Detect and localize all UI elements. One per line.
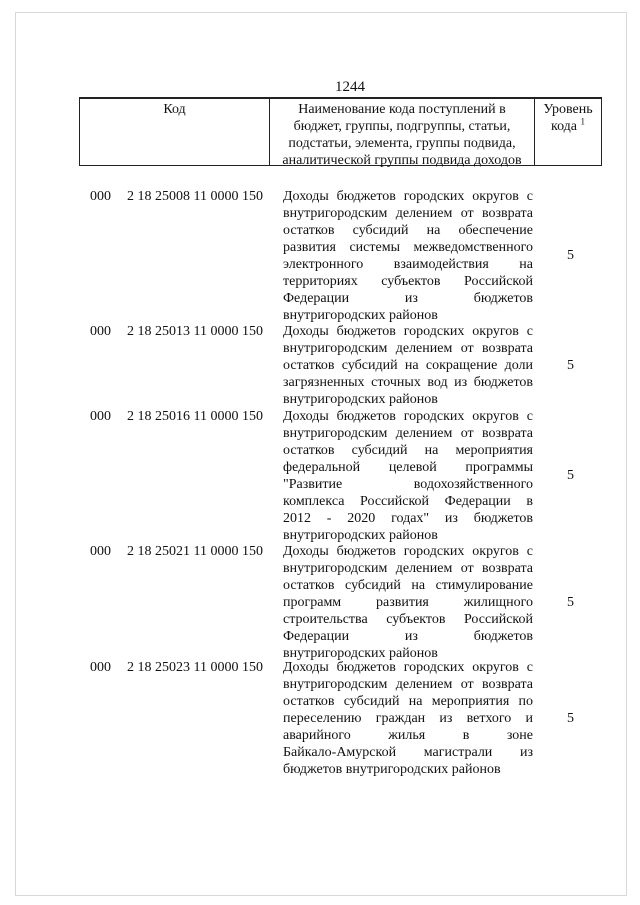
entry-description-line: внутригородских районов bbox=[283, 308, 438, 323]
header-name-label bbox=[270, 101, 534, 169]
entry-description-line: остатков субсидий на сокращение доли bbox=[283, 358, 533, 373]
entry-description-line: федеральной целевой программы bbox=[283, 460, 533, 475]
header-name-line: подстатьи, элемента, группы подвида, bbox=[288, 136, 516, 151]
entry-code: 2 18 25008 11 0000 150 bbox=[127, 189, 263, 204]
entry-description-line: внутригородских районов bbox=[283, 528, 438, 543]
entry-description-line: Доходы бюджетов городских округов с bbox=[283, 324, 533, 339]
header-name-line: аналитической группы подвида доходов bbox=[282, 153, 522, 168]
entry-admin-code: 000 bbox=[90, 189, 111, 204]
entry-description-line: остатков субсидий на обеспечение bbox=[283, 223, 533, 238]
header-level-line2: кода bbox=[550, 119, 578, 134]
entry-description-line: остатков субсидий на мероприятия bbox=[283, 443, 533, 458]
entry-description-line: строительства субъектов Российской bbox=[283, 612, 533, 627]
entry-description bbox=[283, 659, 533, 778]
entry-description-line: "Развитие водохозяйственного bbox=[283, 477, 533, 492]
entry-description-line: Федерации из бюджетов bbox=[283, 291, 533, 306]
header-cell-name bbox=[270, 99, 535, 168]
entry-description-line: внутригородским делением от возврата bbox=[283, 206, 533, 221]
header-level-label bbox=[535, 101, 601, 135]
header-name-line: бюджет, группы, подгруппы, статьи, bbox=[293, 119, 511, 134]
entry-level: 5 bbox=[567, 711, 574, 726]
entry-description-line: Доходы бюджетов городских округов с bbox=[283, 544, 533, 559]
entry-level: 5 bbox=[567, 595, 574, 610]
entry-code: 2 18 25021 11 0000 150 bbox=[127, 544, 263, 559]
entry-description-line: Доходы бюджетов городских округов с bbox=[283, 189, 533, 204]
entry-admin-code: 000 bbox=[90, 544, 111, 559]
entry-description-line: остатков субсидий на стимулирование bbox=[283, 578, 533, 593]
entry-description bbox=[283, 408, 533, 544]
entry-description-line: загрязненных сточных вод из бюджетов bbox=[283, 375, 533, 390]
entry-description-line: внутригородским делением от возврата bbox=[283, 341, 533, 356]
entry-level: 5 bbox=[567, 468, 574, 483]
entry-description-line: внутригородским делением от возврата bbox=[283, 561, 533, 576]
entry-description bbox=[283, 188, 533, 324]
entry-code: 2 18 25023 11 0000 150 bbox=[127, 660, 263, 675]
header-cell-code bbox=[80, 99, 270, 165]
entry-description-line: Доходы бюджетов городских округов с bbox=[283, 660, 533, 675]
entry-description-line: внутригородским делением от возврата bbox=[283, 426, 533, 441]
entry-description-line: переселению граждан из ветхого и bbox=[283, 711, 533, 726]
table-header bbox=[79, 97, 602, 166]
entry-description-line: территориях субъектов Российской bbox=[283, 274, 533, 289]
entry-description-line: Доходы бюджетов городских округов с bbox=[283, 409, 533, 424]
entry-description bbox=[283, 543, 533, 662]
entry-admin-code: 000 bbox=[90, 324, 111, 339]
header-cell-level bbox=[535, 99, 601, 165]
entry-admin-code: 000 bbox=[90, 660, 111, 675]
entry-admin-code: 000 bbox=[90, 409, 111, 424]
entry-description-line: внутригородских районов bbox=[283, 392, 438, 407]
entry-description-line: аварийного жилья в зоне bbox=[283, 728, 533, 743]
entry-description-line: развития системы межведомственного bbox=[283, 240, 533, 255]
entry-description-line: программ развития жилищного bbox=[283, 595, 533, 610]
entry-level: 5 bbox=[567, 248, 574, 263]
header-code-label: Код bbox=[163, 102, 186, 117]
header-name-line: Наименование кода поступлений в bbox=[298, 102, 506, 117]
entry-code: 2 18 25013 11 0000 150 bbox=[127, 324, 263, 339]
entry-description-line: внутригородских районов bbox=[283, 646, 438, 661]
entry-description-line: электронного взаимодействия на bbox=[283, 257, 533, 272]
page-number: 1244 bbox=[335, 79, 365, 95]
entry-description-line: Федерации из бюджетов bbox=[283, 629, 533, 644]
header-level-line1: Уровень bbox=[543, 102, 593, 117]
entry-level: 5 bbox=[567, 358, 574, 373]
entry-description-line: комплекса Российской Федерации в bbox=[283, 494, 533, 509]
entry-code: 2 18 25016 11 0000 150 bbox=[127, 409, 263, 424]
entry-description-line: Байкало-Амурской магистрали из bbox=[283, 745, 533, 760]
entry-description bbox=[283, 323, 533, 408]
header-level-footnote: 1 bbox=[580, 116, 586, 127]
entry-description-line: остатков субсидий на мероприятия по bbox=[283, 694, 533, 709]
entry-description-line: внутригородским делением от возврата bbox=[283, 677, 533, 692]
entry-description-line: бюджетов внутригородских районов bbox=[283, 762, 501, 777]
entry-description-line: 2012 - 2020 годах" из бюджетов bbox=[283, 511, 533, 526]
